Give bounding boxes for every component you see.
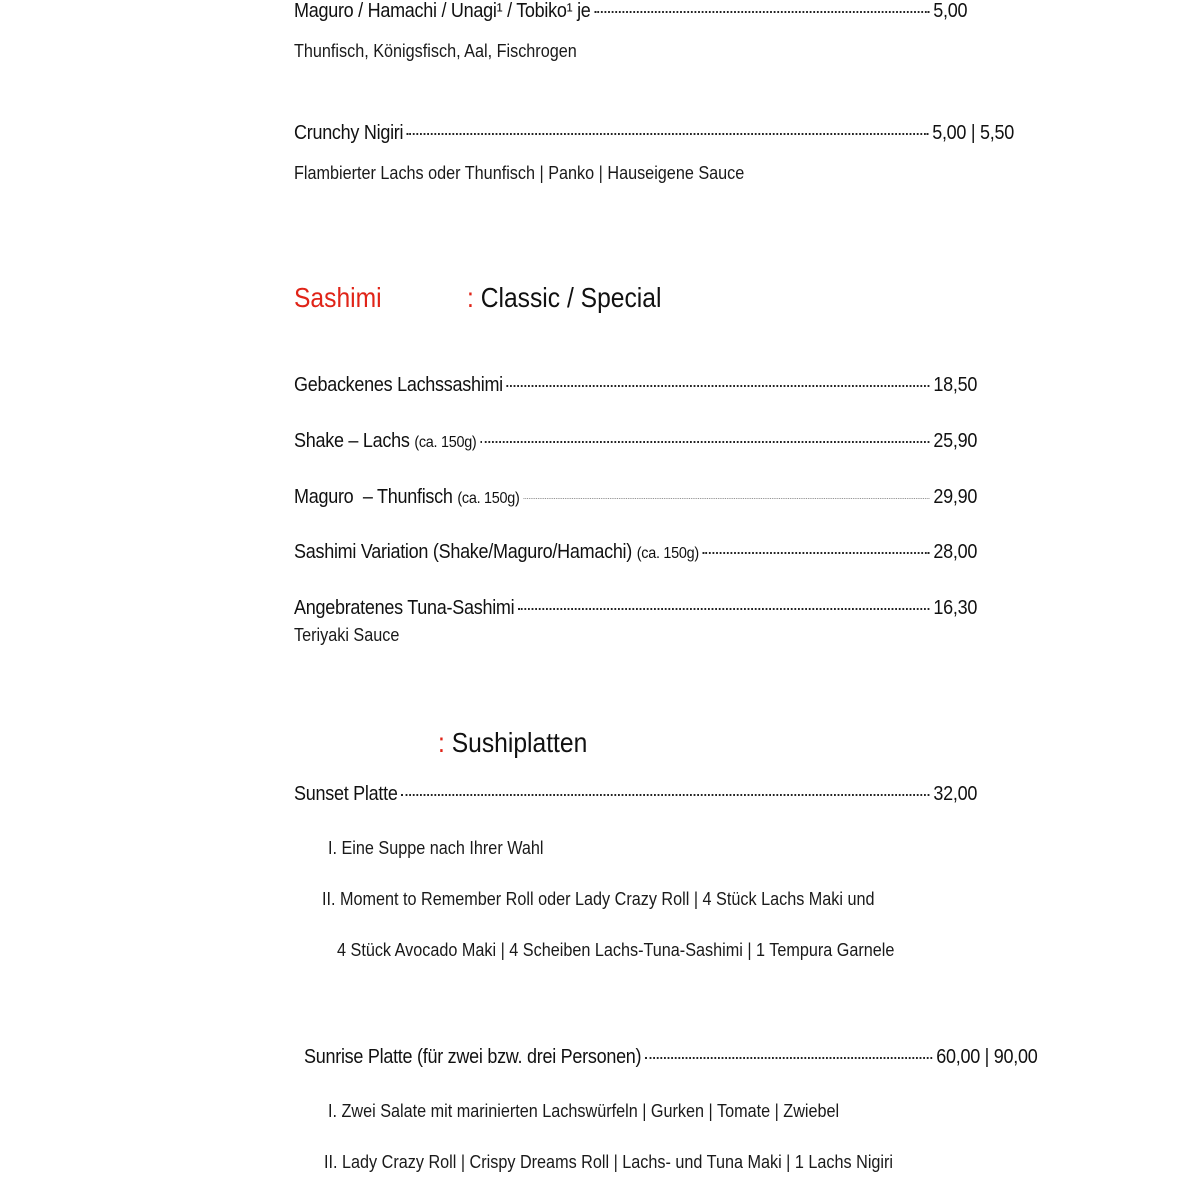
- dotted-leader: [594, 11, 929, 13]
- menu-item-gebackenes-lachssashimi: [294, 374, 977, 397]
- item-name: Gebackenes Lachssashimi: [294, 374, 503, 396]
- item-note: (ca. 150g): [636, 545, 699, 562]
- item-price: 25,90: [933, 430, 978, 452]
- item-name-text: Maguro – Thunfisch: [294, 486, 453, 508]
- platter-line: II. Lady Crazy Roll | Crispy Dreams Roll | Lachs- und Tuna Maki | 1 Lachs Nigiri: [324, 1152, 894, 1172]
- menu-item-angebratenes-tuna-sashimi: [294, 597, 977, 620]
- item-name-text: Shake – Lachs: [294, 430, 410, 452]
- item-price: 16,30: [933, 597, 978, 619]
- menu-item-maguro-thunfisch: [294, 486, 977, 509]
- section-heading-sushiplatten: [438, 727, 587, 759]
- item-description: Thunfisch, Königsfisch, Aal, Fischrogen: [294, 41, 577, 61]
- item-name: Sunset Platte: [294, 783, 398, 805]
- dotted-leader: [507, 385, 930, 387]
- item-price: 60,00 | 90,00: [936, 1046, 1038, 1068]
- item-price: 18,50: [933, 374, 978, 396]
- menu-item-sunrise-platte: [304, 1046, 1038, 1069]
- item-name: [294, 541, 699, 564]
- dotted-leader: [703, 552, 930, 554]
- item-price: 29,90: [933, 486, 978, 508]
- dotted-leader: [523, 498, 930, 499]
- platter-line: 4 Stück Avocado Maki | 4 Scheiben Lachs-Tuna-Sashimi | 1 Tempura Garnele: [337, 940, 895, 960]
- item-name: Angebratenes Tuna-Sashimi: [294, 597, 515, 619]
- heading-title: Sushiplatten: [451, 727, 588, 758]
- heading-colon: :: [467, 282, 474, 313]
- dotted-leader: [645, 1057, 933, 1059]
- item-price: 32,00: [933, 783, 978, 805]
- dotted-leader: [518, 608, 930, 610]
- heading-colon: :: [438, 727, 445, 758]
- platter-line: II. Moment to Remember Roll oder Lady Crazy Roll | 4 Stück Lachs Maki und: [322, 889, 875, 909]
- menu-item-sunset-platte: [294, 783, 977, 806]
- dotted-leader: [401, 794, 930, 796]
- platter-line: I. Eine Suppe nach Ihrer Wahl: [328, 838, 544, 858]
- section-heading-sashimi: [467, 282, 661, 314]
- item-name: Maguro / Hamachi / Unagi¹ / Tobiko¹ je: [294, 0, 591, 22]
- dotted-leader: [407, 133, 929, 135]
- menu-item-shake-lachs: [294, 430, 977, 453]
- item-price: 5,00: [933, 0, 968, 22]
- platter-line: I. Zwei Salate mit marinierten Lachswürfeln | Gurken | Tomate | Zwiebel: [328, 1101, 840, 1121]
- item-note: (ca. 150g): [457, 490, 520, 507]
- item-name: Crunchy Nigiri: [294, 122, 404, 144]
- item-name: [294, 430, 476, 453]
- item-price: 28,00: [933, 541, 978, 563]
- item-name-text: Sashimi Variation (Shake/Maguro/Hamachi): [294, 541, 633, 563]
- item-description: Teriyaki Sauce: [294, 625, 400, 645]
- menu-item-crunchy-nigiri: [294, 122, 1014, 145]
- item-name: Sunrise Platte (für zwei bzw. drei Personen): [304, 1046, 642, 1068]
- menu-item-sashimi-variation: [294, 541, 977, 564]
- item-description: Flambierter Lachs oder Thunfisch | Panko | Hauseigene Sauce: [294, 163, 745, 183]
- heading-title: Classic / Special: [480, 282, 662, 313]
- item-note: (ca. 150g): [414, 434, 477, 451]
- item-price: 5,00 | 5,50: [932, 122, 1014, 144]
- item-name: [294, 486, 520, 509]
- menu-item-maguro-hamachi-unagi-tobiko: [294, 0, 967, 23]
- section-heading-sashimi-label: Sashimi: [294, 282, 382, 313]
- dotted-leader: [480, 441, 930, 443]
